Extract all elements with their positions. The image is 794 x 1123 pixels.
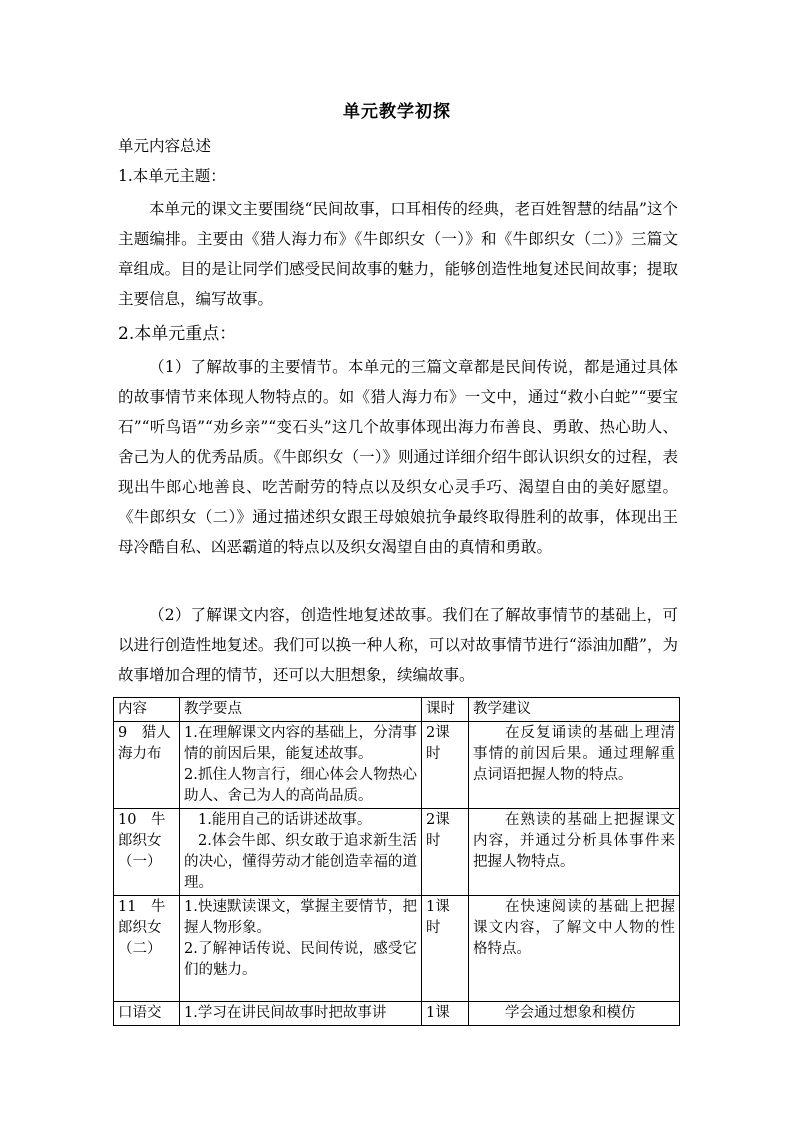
row-hours-cell: 1课时 — [422, 896, 469, 1002]
teaching-point: 1.快速默读课文，掌握主要情节，把握人物形象。 — [184, 899, 417, 936]
row-content-line: 郎织女（二） — [118, 920, 162, 957]
row-content-cell — [114, 722, 180, 809]
row-content-line: 11 牛 — [118, 899, 166, 915]
focus-heading: 2.本单元重点： — [118, 324, 237, 344]
row-hours-cell: 1课 — [422, 1002, 469, 1026]
focus-point-2: （2）了解课文内容，创造性地复述故事。我们在了解故事情节的基础上，可以进行创造性地复述。我们可以换一种人称，可以对故事情节进行“添油加醋”，为故事增加合理的情节，还可以大胆想象，续编故事。 — [118, 606, 678, 684]
row-content-line: 郎织女（一） — [118, 833, 162, 870]
teaching-plan-table — [113, 697, 680, 1026]
row-content-cell — [114, 896, 180, 1002]
row-points-cell — [180, 1002, 422, 1026]
row-content-cell: 口语交 — [114, 1002, 180, 1026]
row-content-cell — [114, 809, 180, 896]
row-hours-cell: 2课时 — [422, 722, 469, 809]
header-points: 教学要点 — [180, 698, 422, 722]
header-content: 内容 — [114, 698, 180, 722]
teaching-point: 2.体会牛郎、织女敢于追求新生活的决心，懂得劳动才能创造幸福的道理。 — [184, 833, 417, 891]
row-advice-cell: 学会通过想象和模仿 — [469, 1002, 680, 1026]
focus-point-1: （1）了解故事的主要情节。本单元的三篇文章都是民间传说，都是通过具体的故事情节来体现人物特点的。如《猎人海力布》一文中，通过“救小白蛇”“要宝石”“听鸟语”“劝乡亲”“变石头”这几个故事体现出海力布善良、勇敢、热心助人、舍己为人的优秀品质。《牛郎织女（一）》则通过详细介绍牛郎认识织女的过程，表现出牛郎心地善良、吃苦耐劳的特点以及织女心灵手巧、渴望自由的美好愿望。《牛郎织女（二）》通过描述织女跟王母娘娘抗争最终取得胜利的故事，体现出王母冷酷自私、凶恶霸道的特点以及织女渴望自由的真情和勇敢。 — [118, 358, 678, 556]
table-row — [114, 722, 680, 809]
header-hours: 课时 — [422, 698, 469, 722]
table-row — [114, 809, 680, 896]
row-advice-cell: 在反复诵读的基础上理清事情的前因后果。通过理解重点词语把握人物的特点。 — [469, 722, 680, 809]
row-content-line: 10 牛 — [118, 812, 166, 828]
teaching-point: 1.在理解课文内容的基础上，分清事情的前因后果，能复述故事。 — [184, 725, 417, 762]
row-points-cell — [180, 809, 422, 896]
teaching-point: 2.了解神话传说、民间传说，感受它们的魅力。 — [184, 941, 417, 978]
page-title: 单元教学初探 — [343, 102, 451, 122]
row-hours-cell: 2课时 — [422, 809, 469, 896]
table-header-row — [114, 698, 680, 722]
table-row — [114, 896, 680, 1002]
row-content-line: 海力布 — [118, 746, 162, 762]
section-overview-heading: 单元内容总述 — [118, 137, 212, 155]
row-points-cell — [180, 896, 422, 1002]
header-advice: 教学建议 — [469, 698, 680, 722]
row-points-cell — [180, 722, 422, 809]
row-content-line: 9 猎人 — [118, 725, 171, 741]
row-advice-cell: 在快速阅读的基础上把握课文内容，了解文中人物的性格特点。 — [469, 896, 680, 1002]
teaching-point: 2.抓住人物言行，细心体会人物热心助人、舍己为人的高尚品质。 — [184, 767, 417, 804]
teaching-point: 1.能用自己的话讲述故事。 — [198, 812, 372, 828]
theme-heading: 1.本单元主题： — [118, 167, 226, 185]
row-advice-cell: 在熟读的基础上把握课文内容，并通过分析具体事件来把握人物特点。 — [469, 809, 680, 896]
table-row — [114, 1002, 680, 1026]
teaching-point: 1.学习在讲民间故事时把故事讲 — [184, 1005, 387, 1021]
theme-paragraph: 本单元的课文主要围绕“民间故事，口耳相传的经典，老百姓智慧的结晶”这个主题编排。主要由《猎人海力布》《牛郎织女（一）》和《牛郎织女（二）》三篇文章组成。目的是让同学们感受民间故事的魅力，能够创造性地复述民间故事；提取主要信息，编写故事。 — [118, 200, 678, 308]
